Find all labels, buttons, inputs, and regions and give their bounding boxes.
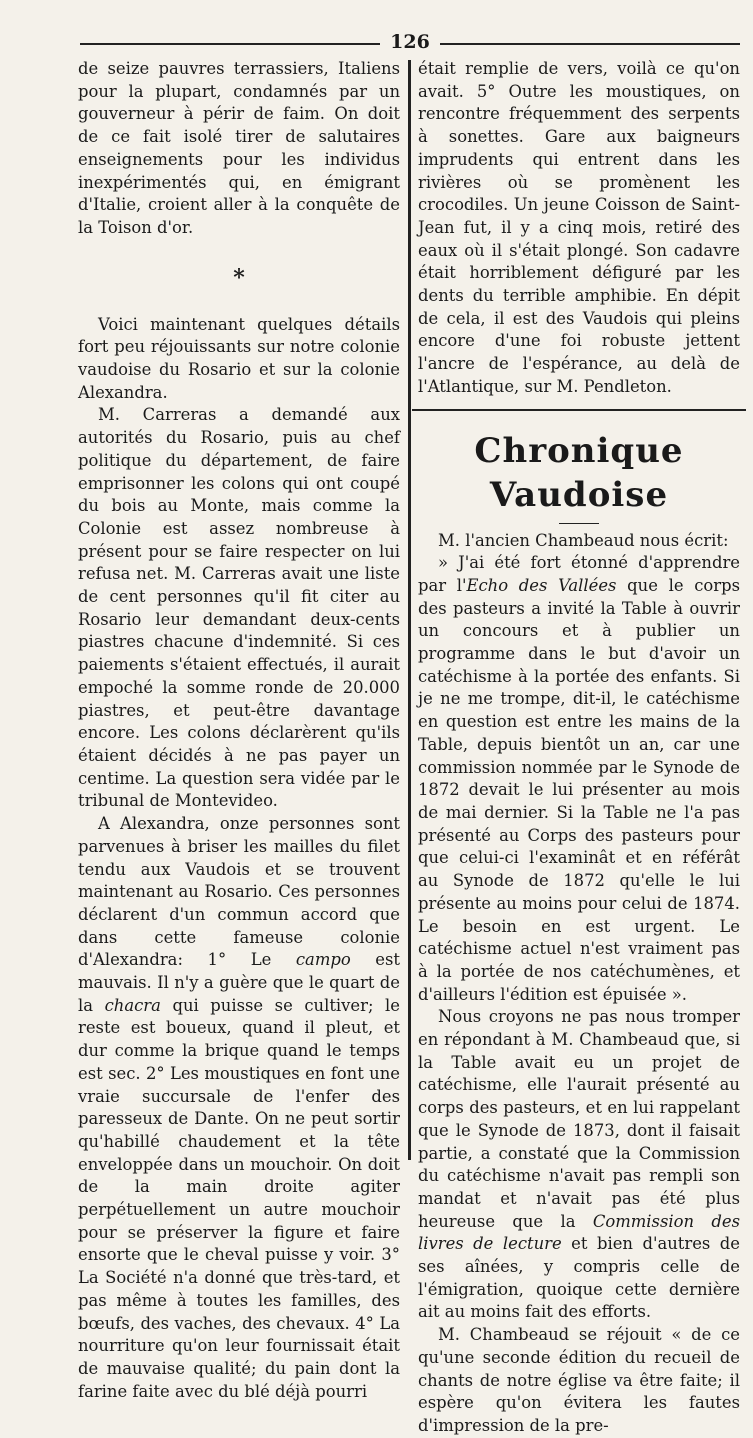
text-run: et bien d'autres de ses aînées, y compris celle de l'émigration, quoique cette dernière ait au moins fait des efforts. — [418, 1234, 741, 1322]
section-title: Chronique Vaudoise — [474, 430, 684, 515]
text-run: » J'ai été fort étonné d'apprendre par l' — [418, 553, 740, 595]
paragraph — [78, 813, 400, 1403]
text-run: A Alexandra, onze personnes sont parvenues à briser les mailles du filet tendu aux Vaudois et se trouvent maintenant au Rosario. Ces personnes déclarent d'un commun accord que dans cette fameuse colonie d'Alexandra: 1° Le — [78, 814, 400, 970]
column-divider — [408, 60, 411, 1160]
page-number: 126 — [390, 31, 430, 53]
italic-term: chacra — [104, 995, 161, 1015]
paragraph — [418, 552, 740, 1006]
italic-title: Commission des livres de lecture — [418, 1211, 740, 1254]
text-run: qui puisse se cultiver; le reste est boueux, quand il pleut, et dur comme la brique quand le temps est sec. 2° Les moustiques en font une vraie succursale de l'enfer des paresseux de Dante. On ne peut sortir qu'habillé chaudement et la tête enveloppée dans un mouchoir. On doit de la main droite agiter perpétuellement un autre mouchoir pour se préserver la figure et faire ensorte que le cheval puisse y voir. 3° La Société n'a donné que très-tard, et pas même à toutes les familles, des bœufs, des vaches, des chevaux. 4° La nourriture qu'on leur fournissait était de mauvaise qualité; du pain dont la farine faite avec du blé déjà pourri — [78, 995, 400, 1401]
text-run: Nous croyons ne pas nous tromper en répondant à M. Chambeaud que, si la Table avait eu un projet de catéchisme, elle l'aurait présenté au corps des pasteurs, et en lui rappelant que le Synode de 1873, dont il faisait partie, a constaté que la Commission du catéchisme n'avait pas rempli son mandat et n'avait pas été plus heureuse que la — [418, 1007, 740, 1231]
italic-term: campo — [295, 950, 351, 970]
italic-title: Echo des Vallées — [466, 575, 617, 595]
paragraph: M. l'ancien Chambeaud nous écrit: — [438, 530, 729, 550]
header-rule-left — [80, 43, 380, 45]
paragraph: était remplie de vers, voilà ce qu'on avait. 5° Outre les moustiques, on rencontre fréquemment des serpents à sonettes. Gare aux baigneurs imprudents qui entrent dans les rivières où se promènent les crocodiles. Un jeune Coisson de Saint-Jean fut, il y a cinq mois, retiré des eaux où il s'était plongé. Son cadavre était horriblement défiguré par les dents du terrible amphibie. En dépit de cela, il est des Vaudois qui pleins encore d'une foi robuste jettent l'ancre de l'espérance, au delà de l'Atlantique, sur M. Pendleton. — [418, 59, 740, 396]
right-column — [418, 58, 740, 1438]
text-run: que le corps des pasteurs a invité la Table à ouvrir un concours et à publier un programme dans le but d'avoir un catéchisme à la portée des enfants. Si je ne me trompe, dit-il, le catéchisme en question est entre les mains de la Table, depuis bientôt un an, car une commission nommée par le Synode de 1872 devait le lui présenter au mois de mai dernier. Si la Table ne l'a pas présenté au Corps des pasteurs pour que celui-ci l'examinât et en référât au Synode de 1872 qu'elle le lui présente au moins pour celui de 1874. Le besoin en est urgent. Le catéchisme actuel n'est vraiment pas à la portée de nos catéchumènes, et d'ailleurs l'édition est épuisée ». — [418, 575, 740, 1004]
title-underline — [559, 523, 599, 524]
paragraph: M. Carreras a demandé aux autorités du Rosario, puis au chef politique du département, de faire emprisonner les colons qui ont coupé du bois au Monte, mais comme la Colonie est assez nombreuse à présent pour se faire respecter on lui refusa net. M. Carreras avait une liste de cent personnes qu'il fit citer au Rosario leur demandant deux-cents piastres chacune d'indemnité. Si ces paiements s'étaient effectués, il aurait empoché la somme ronde de 20.000 piastres, et peut-être davantage encore. Les colons déclarèrent qu'ils étaient décidés à ne pas payer un centime. La question sera vidée par le tribunal de Montevideo. — [78, 405, 400, 811]
header-rule-right — [440, 43, 740, 45]
section-separator: * — [233, 264, 245, 291]
paragraph: M. Chambeaud se réjouit « de ce qu'une seconde édition du recueil de chants de notre église va être faite; il espère qu'on évitera les fautes d'impression de la pre- — [418, 1325, 740, 1435]
paragraph: Voici maintenant quelques détails fort peu réjouissants sur notre colonie vaudoise du Rosario et sur la colonie Alexandra. — [78, 314, 400, 402]
paragraph: de seize pauvres terrassiers, Italiens pour la plupart, condamnés par un gouverneur à périr de faim. On doit de ce fait isolé tirer de salutaires enseignements pour les individus inexpérimentés qui, en émigrant d'Italie, croient aller à la conquête de la Toison d'or. — [78, 59, 400, 237]
left-column — [78, 58, 400, 1403]
section-rule — [412, 409, 746, 411]
paragraph — [418, 1006, 740, 1324]
text-run: est mauvais. Il n'y a guère que le quart de la — [78, 950, 400, 1015]
page-header — [80, 30, 740, 54]
